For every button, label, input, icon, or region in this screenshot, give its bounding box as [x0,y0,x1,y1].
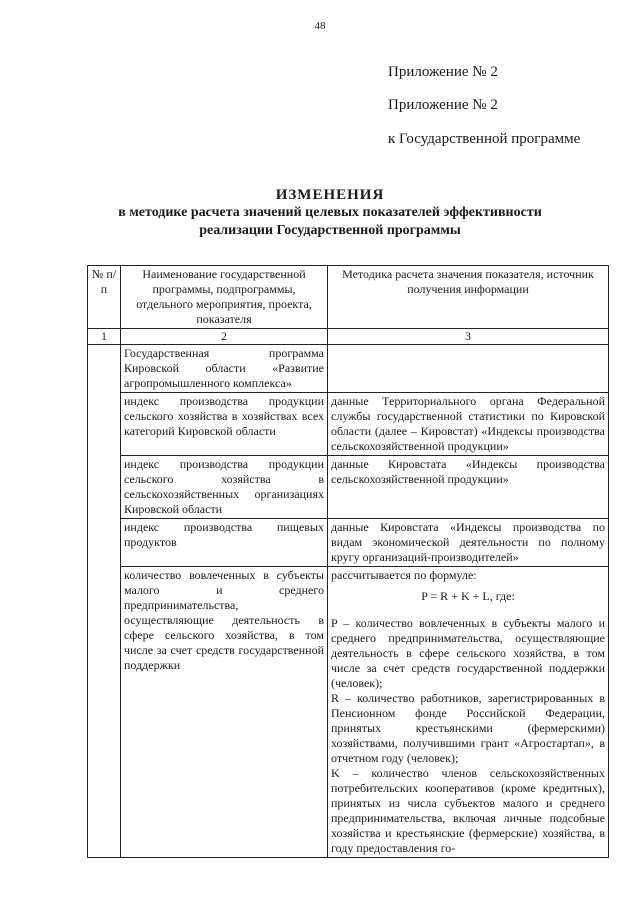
column-number: 3 [328,329,609,345]
column-number: 1 [88,329,121,345]
title-line-3: реализации Государственной программы [199,223,461,238]
row-number-cell [88,345,121,858]
header-number: № п/п [88,266,121,329]
indicators-table [87,265,609,858]
formula: P = R + K + L, где: [421,589,515,603]
indicator-method [328,345,609,393]
indicator-name: индекс производства продукции сельского хозяйства в хозяйствах всех категорий Кировской области [121,393,328,456]
indicator-name: индекс производства пищевых продуктов [121,519,328,567]
title-line-2: в методике расчета значений целевых показателей эффективности [118,205,542,220]
indicator-name: индекс производства продукции сельского хозяйства в сельскохозяйственных организациях Кировской области [121,456,328,519]
indicator-name: Государственная программа Кировской области «Развитие агропромышленного комплекса» [121,345,328,393]
method-intro: рассчитывается по формуле: [331,568,477,582]
indicator-method: данные Территориального органа Федеральной службы государственной статистики по Кировской области (далее – Кировстат) «Индексы производства сельскохозяйственной продукции» [328,393,609,456]
annex-label-2: Приложение № 2 [388,97,498,113]
indicator-method: данные Кировстата «Индексы производства сельскохозяйственной продукции» [328,456,609,519]
table-row [88,345,609,393]
indicator-name: количество вовлеченных в субъекты малого и среднего предпринимательства, осуществляющие деятельность в сфере сельского хозяйства, в том числе за счет средств государственной поддержки [121,567,328,858]
table-row [88,567,609,858]
page-number: 48 [314,20,326,32]
definition-p: P – количество вовлеченных в субъекты малого и среднего предпринимательства, осуществляющие деятельность в сфере сельского хозяйства, в том числе за счет средств государственной поддержки (человек); [331,616,605,690]
table-row [88,519,609,567]
header-method: Методика расчета значения показателя, источник получения информации [328,266,609,329]
annex-reference: к Государственной программе [388,131,581,147]
title-heading: ИЗМЕНЕНИЯ [275,187,385,203]
definition-r: R – количество работников, зарегистрированных в Пенсионном фонде Российской Федерации, принятых крестьянскими (фермерскими) хозяйствами, получившими грант «Агростартап», в отчетном году (человек); [331,691,605,765]
table-header-row [88,266,609,329]
document-title [60,186,600,240]
header-name: Наименование государственной программы, подпрограммы, отдельного мероприятия, проекта, показателя [121,266,328,329]
indicator-method [328,567,609,858]
annex-label-1: Приложение № 2 [388,64,498,80]
column-numbers-row [88,329,609,345]
column-number: 2 [121,329,328,345]
indicator-method: данные Кировстата «Индексы производства по видам экономической деятельности по полному кругу организаций-производителей» [328,519,609,567]
table-row [88,393,609,456]
table-row [88,456,609,519]
definition-k: K – количество членов сельскохозяйственных потребительских кооперативов (кроме кредитных), принятых из числа субъектов малого и среднего предпринимательства, включая личные подсобные хозяйства и крестьянские (фермерские) хозяйства, в году предоставления го- [331,766,605,855]
